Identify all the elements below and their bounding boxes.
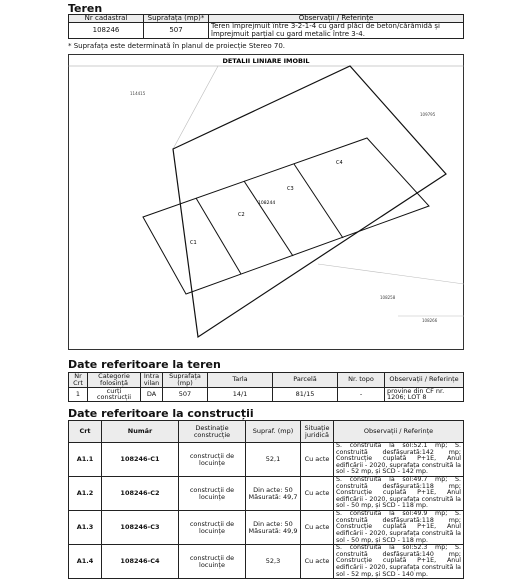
dc-row4-supraf: 52,3 <box>246 545 301 579</box>
dc-header-numar: Număr <box>102 421 179 443</box>
dc-row2-numar: 108246-C2 <box>102 477 179 511</box>
teren-cell-suprafata: 507 <box>144 23 209 39</box>
table-row <box>69 545 464 579</box>
dc-row1-sit: Cu acte <box>301 443 334 477</box>
dt-cell-tarla: 14/1 <box>208 387 273 402</box>
neighbor-4: 108266 <box>422 318 438 323</box>
dt-header-parcela: Parcelă <box>273 373 338 388</box>
dc-header-observatii: Observații / Referințe <box>334 421 464 443</box>
dc-row3-sit: Cu acte <box>301 511 334 545</box>
teren-heading: Teren <box>68 2 103 15</box>
table-row <box>69 511 464 545</box>
dc-row4-sit: Cu acte <box>301 545 334 579</box>
lot-c4: C4 <box>336 160 343 166</box>
plan-title: DETALII LINIARE IMOBIL <box>222 57 310 65</box>
dc-row3-supraf: Din acte: 50 Măsurată: 49,9 <box>246 511 301 545</box>
dc-row3-crt: A1.3 <box>69 511 102 545</box>
dt-cell-nrtopo: - <box>338 387 385 402</box>
dc-row4-obs: S. construită la sol:52.3 mp; S. construită desfășurată:140 mp; Construcție cuplată P+1E, Anul edificării - 2020, suprafața construită la sol - 52 mp, și SCD - 140 mp. <box>334 545 464 579</box>
dt-header-tarla: Tarla <box>208 373 273 388</box>
dt-header-categorie: Categorie folosință <box>88 373 141 388</box>
neighbor-1: 114415 <box>130 91 146 96</box>
dc-row4-dest: construcții de locuințe <box>179 545 246 579</box>
dt-header-nrcrt: Nr Crt <box>69 373 88 388</box>
dt-cell-categorie: curți construcții <box>88 387 141 402</box>
dt-cell-nrcrt: 1 <box>69 387 88 402</box>
teren-cell-observatii: Teren împrejmuit între 3-2-1-4 cu gard plăci de beton/cărămidă și împrejmuit parțial cu gard metalic între 3-4. <box>209 23 464 39</box>
dt-cell-parcela: 81/15 <box>273 387 338 402</box>
dc-row1-dest: construcții de locuințe <box>179 443 246 477</box>
lot-c1: C1 <box>190 240 197 246</box>
teren-table <box>68 14 464 39</box>
table-row <box>69 443 464 477</box>
dc-header-situatie: Situație juridică <box>301 421 334 443</box>
dc-row2-supraf: Din acte: 50 Măsurată: 49,7 <box>246 477 301 511</box>
parcel-label: 108244 <box>258 201 276 206</box>
dc-header-crt: Crt <box>69 421 102 443</box>
dc-row1-supraf: 52,1 <box>246 443 301 477</box>
dc-header-destinatie: Destinație construcție <box>179 421 246 443</box>
teren-cell-nr: 108246 <box>69 23 144 39</box>
dc-row2-sit: Cu acte <box>301 477 334 511</box>
dc-row3-dest: construcții de locuințe <box>179 511 246 545</box>
teren-header-suprafata: Suprafața (mp)* <box>144 15 209 23</box>
neighbor-3: 108258 <box>380 295 396 300</box>
dt-header-suprafata: Suprafața (mp) <box>163 373 208 388</box>
dc-row3-numar: 108246-C3 <box>102 511 179 545</box>
dc-row4-crt: A1.4 <box>69 545 102 579</box>
dc-row2-obs: S. construită la sol:49.7 mp; S. construită desfășurată:118 mp; Construcție cuplată P+1E, Anul edificării - 2020, suprafața construită la sol - 50 mp, și SCD - 118 mp. <box>334 477 464 511</box>
dc-row3-obs: S. construită la sol:49.9 mp; S. construită desfășurată:118 mp; Construcție cuplată P+1E, Anul edificării - 2020, suprafața construită la sol - 50 mp, și SCD - 118 mp. <box>334 511 464 545</box>
table-row <box>69 477 464 511</box>
dc-row2-crt: A1.2 <box>69 477 102 511</box>
teren-header-observatii: Observații / Referințe <box>209 15 464 23</box>
dt-header-intravilan: Intra vilan <box>141 373 163 388</box>
plan-svg <box>68 54 464 350</box>
dc-row2-dest: construcții de locuințe <box>179 477 246 511</box>
lot-c3: C3 <box>287 186 294 192</box>
dc-row1-crt: A1.1 <box>69 443 102 477</box>
dc-row4-numar: 108246-C4 <box>102 545 179 579</box>
teren-header-nr: Nr cadastral <box>69 15 144 23</box>
dc-row1-obs: S. construită la sol:52.1 mp; S. construită desfășurată:142 mp; Construcție cuplată P+1E, Anul edificării - 2020, suprafața construită la sol - 52 mp, și SCD - 142 mp. <box>334 443 464 477</box>
dt-header-nrtopo: Nr. topo <box>338 373 385 388</box>
dt-cell-intravilan: DA <box>141 387 163 402</box>
teren-note: * Suprafața este determinată în planul de proiecție Stereo 70. <box>68 42 286 50</box>
dt-cell-suprafata: 507 <box>163 387 208 402</box>
plan-drawing <box>68 54 464 350</box>
date-constructii-table <box>68 420 464 579</box>
lot-c2: C2 <box>238 212 245 218</box>
date-constructii-heading: Date referitoare la construcții <box>68 407 254 420</box>
dc-row1-numar: 108246-C1 <box>102 443 179 477</box>
dt-header-observatii: Observații / Referințe <box>385 373 464 388</box>
dt-cell-observatii: provine din CF nr. 1206; LOT 8 <box>385 387 464 402</box>
date-teren-heading: Date referitoare la teren <box>68 358 221 371</box>
date-teren-table <box>68 372 464 402</box>
dc-header-supraf: Supraf. (mp) <box>246 421 301 443</box>
neighbor-2: 109795 <box>420 112 436 117</box>
